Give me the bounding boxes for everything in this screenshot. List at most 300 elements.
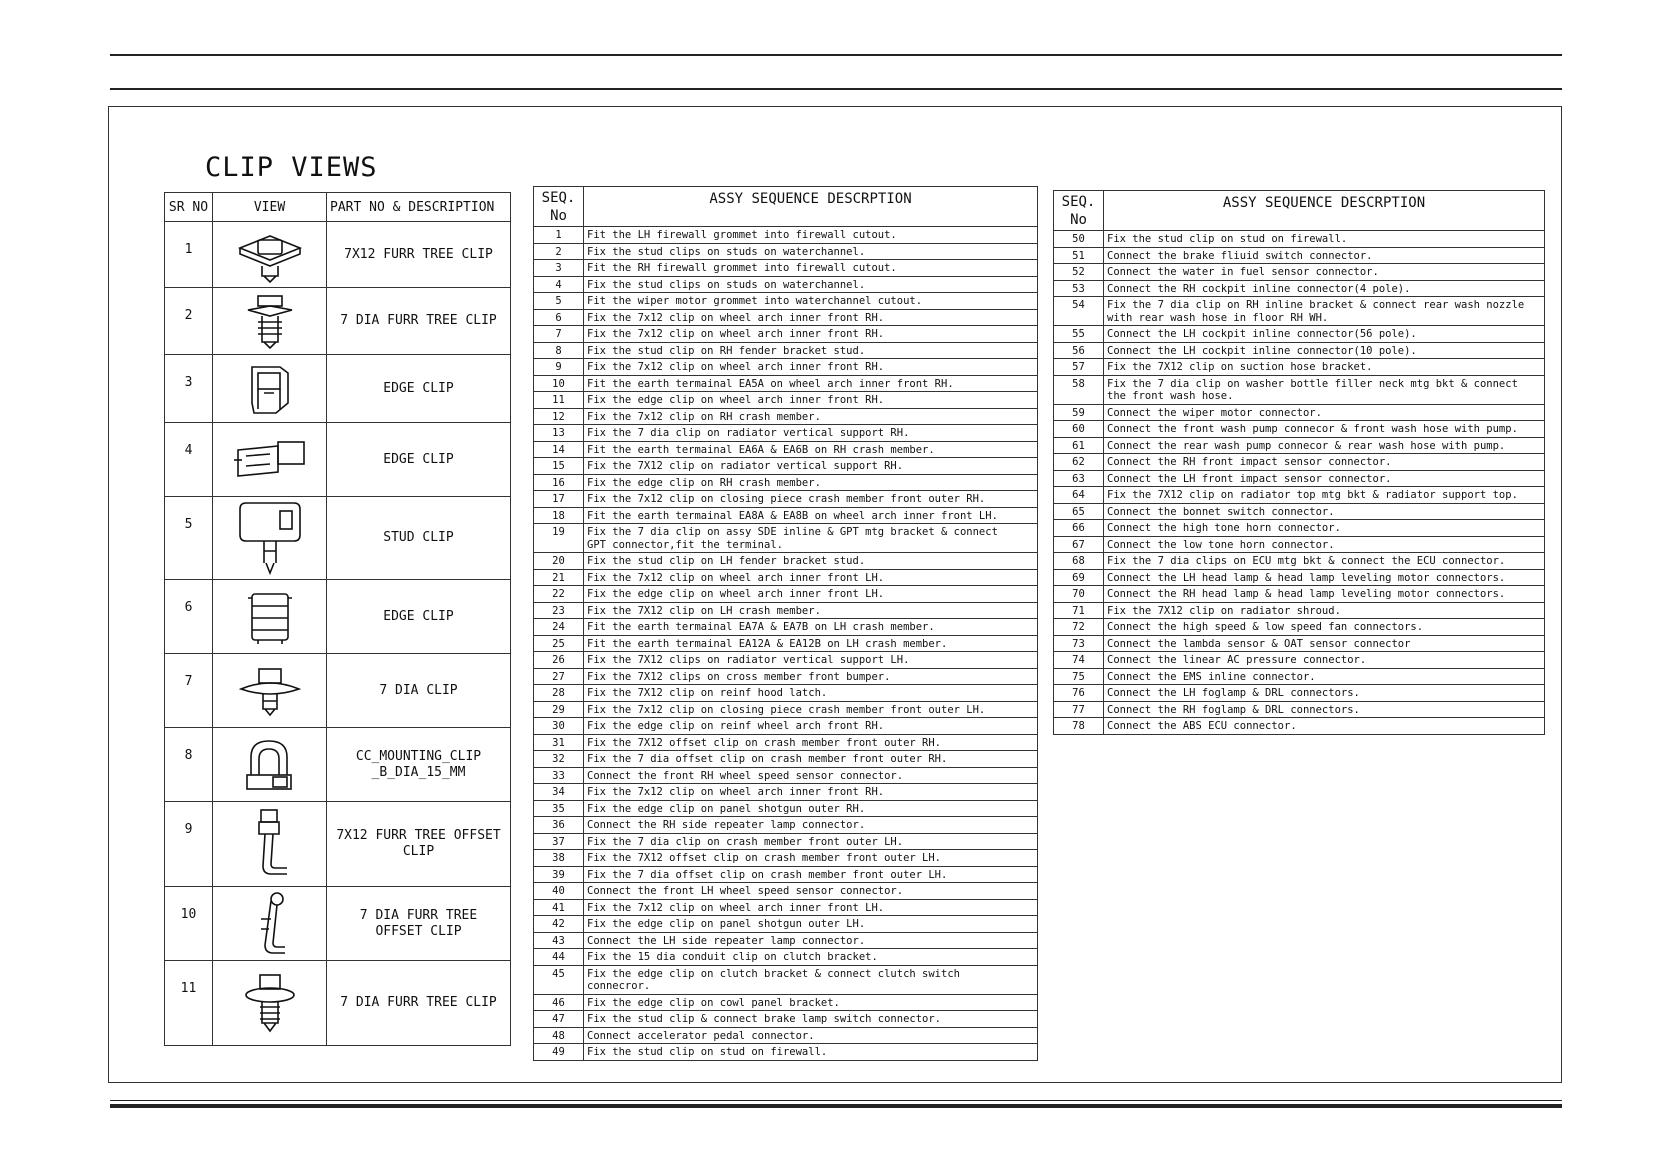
clip-view (213, 288, 327, 355)
header-part-description: PART NO & DESCRIPTION (327, 193, 511, 222)
sequence-number: 68 (1054, 553, 1104, 570)
sequence-row (1054, 685, 1545, 702)
sequence-row (534, 899, 1038, 916)
header-assy-description: ASSY SEQUENCE DESCRPTION (1104, 191, 1545, 231)
clip-description: 7 DIA CLIP (327, 654, 511, 728)
sequence-number: 61 (1054, 437, 1104, 454)
sequence-description: Connect the LH side repeater lamp connector. (584, 932, 1038, 949)
header-assy-description: ASSY SEQUENCE DESCRPTION (584, 187, 1038, 227)
sequence-number: 34 (534, 784, 584, 801)
sequence-number: 28 (534, 685, 584, 702)
sequence-description: Fix the edge clip on wheel arch inner front RH. (584, 392, 1038, 409)
sequence-row (1054, 375, 1545, 404)
clip-sr-no: 6 (165, 580, 213, 654)
sequence-description: Connect the bonnet switch connector. (1104, 503, 1545, 520)
sequence-row (534, 507, 1038, 524)
sequence-description: Connect the LH head lamp & head lamp leveling motor connectors. (1104, 569, 1545, 586)
sequence-description: Fix the 7 dia offset clip on crash member front outer RH. (584, 751, 1038, 768)
sequence-row (1054, 470, 1545, 487)
clip-sr-no: 9 (165, 802, 213, 887)
sequence-number: 11 (534, 392, 584, 409)
sequence-number: 18 (534, 507, 584, 524)
clip-sr-no: 10 (165, 887, 213, 961)
sequence-number: 66 (1054, 520, 1104, 537)
header-view: VIEW (213, 193, 327, 222)
sequence-description: Fix the edge clip on cowl panel bracket. (584, 994, 1038, 1011)
sequence-row (1054, 437, 1545, 454)
sequence-number: 58 (1054, 375, 1104, 404)
sequence-number: 41 (534, 899, 584, 916)
sequence-row (534, 932, 1038, 949)
sequence-row (534, 1011, 1038, 1028)
sequence-number: 48 (534, 1027, 584, 1044)
sequence-number: 46 (534, 994, 584, 1011)
sequence-description: Fit the RH firewall grommet into firewall cutout. (584, 260, 1038, 277)
sequence-number: 76 (1054, 685, 1104, 702)
sequence-description: Connect the RH side repeater lamp connector. (584, 817, 1038, 834)
clip-row (165, 887, 511, 961)
sequence-row (534, 342, 1038, 359)
sequence-description: Connect the front wash pump connecor & front wash hose with pump. (1104, 421, 1545, 438)
sequence-row (1054, 701, 1545, 718)
sequence-number: 49 (534, 1044, 584, 1061)
sequence-description: Fix the 7 dia clip on washer bottle filler neck mtg bkt & connect the front wash hose. (1104, 375, 1545, 404)
offset-clip-icon (245, 806, 295, 882)
sequence-description: Fit the wiper motor grommet into waterchannel cutout. (584, 293, 1038, 310)
sequence-description: Connect the RH cockpit inline connector(4 pole). (1104, 280, 1545, 297)
sequence-number: 12 (534, 408, 584, 425)
sequence-description: Fix the 7X12 clip on radiator vertical support RH. (584, 458, 1038, 475)
sequence-description: Fit the earth termainal EA5A on wheel arch inner front RH. (584, 375, 1038, 392)
sequence-description: Fix the edge clip on panel shotgun outer LH. (584, 916, 1038, 933)
clip-view (213, 222, 327, 288)
sequence-description: Fix the 15 dia conduit clip on clutch bracket. (584, 949, 1038, 966)
clip-sr-no: 2 (165, 288, 213, 355)
sequence-number: 19 (534, 524, 584, 553)
sequence-description: Connect the RH front impact sensor connector. (1104, 454, 1545, 471)
mounting-clip-icon (237, 735, 303, 795)
clip-description: STUD CLIP (327, 497, 511, 580)
sequence-row (534, 850, 1038, 867)
sequence-number: 74 (1054, 652, 1104, 669)
clip-row (165, 654, 511, 728)
clip-sr-no: 11 (165, 961, 213, 1046)
clip-view (213, 961, 327, 1046)
sequence-description: Fix the 7 dia clip on assy SDE inline & GPT mtg bracket & connect GPT connector,fit the terminal. (584, 524, 1038, 553)
sequence-row (534, 458, 1038, 475)
sequence-row (534, 309, 1038, 326)
sequence-number: 63 (1054, 470, 1104, 487)
sequence-row (1054, 404, 1545, 421)
sequence-description: Fix the stud clip on RH fender bracket stud. (584, 342, 1038, 359)
sequence-number: 55 (1054, 326, 1104, 343)
sequence-number: 71 (1054, 602, 1104, 619)
sequence-number: 25 (534, 635, 584, 652)
sequence-number: 35 (534, 800, 584, 817)
sequence-description: Fix the 7X12 clip on LH crash member. (584, 602, 1038, 619)
clip-row (165, 961, 511, 1046)
sequence-row (534, 833, 1038, 850)
sequence-row (1054, 553, 1545, 570)
sequence-row (534, 1027, 1038, 1044)
page-title: CLIP VIEWS (205, 152, 378, 183)
edge-clip-side-icon (228, 432, 312, 488)
sequence-description: Fit the earth termainal EA7A & EA7B on LH crash member. (584, 619, 1038, 636)
clip-row (165, 802, 511, 887)
sequence-description: Fix the 7x12 clip on wheel arch inner front RH. (584, 359, 1038, 376)
clip-row (165, 497, 511, 580)
sequence-description: Fix the edge clip on wheel arch inner front LH. (584, 586, 1038, 603)
sequence-description: Fix the 7x12 clip on wheel arch inner front RH. (584, 326, 1038, 343)
sequence-description: Fix the 7x12 clip on wheel arch inner front RH. (584, 784, 1038, 801)
sequence-number: 40 (534, 883, 584, 900)
sequence-description: Fix the 7X12 offset clip on crash member front outer RH. (584, 734, 1038, 751)
sequence-description: Fix the stud clip on stud on firewall. (1104, 231, 1545, 248)
sequence-number: 57 (1054, 359, 1104, 376)
sequence-description: Fix the edge clip on panel shotgun outer RH. (584, 800, 1038, 817)
sequence-description: Fix the stud clips on studs on waterchannel. (584, 243, 1038, 260)
sequence-number: 77 (1054, 701, 1104, 718)
sequence-row (1054, 421, 1545, 438)
clip-sr-no: 8 (165, 728, 213, 802)
sequence-description: Fix the 7 dia clips on ECU mtg bkt & connect the ECU connector. (1104, 553, 1545, 570)
sequence-number: 8 (534, 342, 584, 359)
clip-row (165, 728, 511, 802)
sequence-description: Fix the 7x12 clip on wheel arch inner front LH. (584, 899, 1038, 916)
clip-description: CC_MOUNTING_CLIP _B_DIA_15_MM (327, 728, 511, 802)
sequence-row (1054, 454, 1545, 471)
sequence-number: 5 (534, 293, 584, 310)
clip-row (165, 288, 511, 355)
sequence-description: Fix the 7 dia clip on RH inline bracket & connect rear wash nozzle with rear wash hose in floor RH WH. (1104, 297, 1545, 326)
sequence-description: Fix the 7x12 clip on wheel arch inner front RH. (584, 309, 1038, 326)
sequence-number: 53 (1054, 280, 1104, 297)
sequence-description: Fix the stud clip & connect brake lamp switch connector. (584, 1011, 1038, 1028)
sequence-description: Fix the 7x12 clip on closing piece crash member front outer RH. (584, 491, 1038, 508)
sequence-number: 14 (534, 441, 584, 458)
sequence-number: 26 (534, 652, 584, 669)
clip-description: EDGE CLIP (327, 423, 511, 497)
sequence-row (534, 276, 1038, 293)
sequence-row (1054, 652, 1545, 669)
sequence-row (534, 392, 1038, 409)
sequence-description: Connect the RH head lamp & head lamp leveling motor connectors. (1104, 586, 1545, 603)
sequence-description: Fit the LH firewall grommet into firewall cutout. (584, 227, 1038, 244)
sequence-number: 70 (1054, 586, 1104, 603)
sequence-row (534, 227, 1038, 244)
sequence-description: Connect the wiper motor connector. (1104, 404, 1545, 421)
sequence-row (534, 491, 1038, 508)
sequence-description: Fix the 7 dia clip on crash member front outer LH. (584, 833, 1038, 850)
sequence-row (1054, 602, 1545, 619)
sequence-number: 36 (534, 817, 584, 834)
sequence-description: Fix the stud clip on stud on firewall. (584, 1044, 1038, 1061)
clip-view (213, 802, 327, 887)
sequence-row (534, 375, 1038, 392)
sequence-row (534, 553, 1038, 570)
sequence-description: Fix the 7x12 clip on wheel arch inner front LH. (584, 569, 1038, 586)
sequence-description: Fix the 7X12 clips on cross member front bumper. (584, 668, 1038, 685)
sequence-number: 3 (534, 260, 584, 277)
clip-description: 7 DIA FURR TREE OFFSET CLIP (327, 887, 511, 961)
clip-sr-no: 1 (165, 222, 213, 288)
sequence-row (1054, 231, 1545, 248)
footer-rule-thin (110, 1100, 1562, 1101)
sequence-number: 44 (534, 949, 584, 966)
sequence-description: Fix the 7 dia clip on radiator vertical support RH. (584, 425, 1038, 442)
clip-sr-no: 3 (165, 355, 213, 423)
sequence-number: 43 (534, 932, 584, 949)
sequence-row (534, 718, 1038, 735)
sequence-number: 75 (1054, 668, 1104, 685)
sequence-row (1054, 359, 1545, 376)
furr-tree-clip-icon (230, 226, 310, 284)
stud-clip-icon (232, 499, 308, 577)
sequence-number: 21 (534, 569, 584, 586)
sequence-number: 9 (534, 359, 584, 376)
clip-view (213, 728, 327, 802)
sequence-number: 6 (534, 309, 584, 326)
clip-view (213, 887, 327, 961)
sequence-description: Fix the 7x12 clip on closing piece crash member front outer LH. (584, 701, 1038, 718)
sequence-number: 78 (1054, 718, 1104, 735)
clip-description: 7 DIA FURR TREE CLIP (327, 961, 511, 1046)
sequence-row (1054, 536, 1545, 553)
sequence-number: 54 (1054, 297, 1104, 326)
clip-row (165, 423, 511, 497)
footer-rule-thick (110, 1104, 1562, 1108)
sequence-number: 67 (1054, 536, 1104, 553)
clip-row (165, 580, 511, 654)
sequence-row (1054, 569, 1545, 586)
sequence-description: Fix the 7X12 clip on suction hose bracket. (1104, 359, 1545, 376)
sequence-row (534, 965, 1038, 994)
sequence-number: 38 (534, 850, 584, 867)
seq-table-header (534, 187, 1038, 227)
sequence-row (534, 916, 1038, 933)
sequence-row (1054, 586, 1545, 603)
sequence-description: Connect the brake fliuid switch connector. (1104, 247, 1545, 264)
sequence-row (1054, 297, 1545, 326)
sequence-row (1054, 342, 1545, 359)
sequence-row (1054, 264, 1545, 281)
sequence-number: 22 (534, 586, 584, 603)
sequence-row (1054, 326, 1545, 343)
sequence-number: 13 (534, 425, 584, 442)
sequence-row (534, 293, 1038, 310)
clip-view (213, 423, 327, 497)
sequence-row (1054, 718, 1545, 735)
sequence-row (1054, 280, 1545, 297)
sequence-description: Fix the 7 dia offset clip on crash member front outer LH. (584, 866, 1038, 883)
sequence-number: 39 (534, 866, 584, 883)
sequence-row (534, 883, 1038, 900)
seq-table-body (1054, 231, 1545, 735)
sequence-description: Connect the water in fuel sensor connector. (1104, 264, 1545, 281)
sequence-description: Fix the 7X12 clip on radiator top mtg bkt & radiator support top. (1104, 487, 1545, 504)
header-rule (110, 88, 1562, 90)
sequence-number: 24 (534, 619, 584, 636)
sequence-number: 27 (534, 668, 584, 685)
sequence-description: Connect the LH foglamp & DRL connectors. (1104, 685, 1545, 702)
sequence-row (534, 817, 1038, 834)
sequence-description: Connect the rear wash pump connecor & rear wash hose with pump. (1104, 437, 1545, 454)
sequence-number: 72 (1054, 619, 1104, 636)
sequence-description: Connect accelerator pedal connector. (584, 1027, 1038, 1044)
sequence-description: Connect the front LH wheel speed sensor connector. (584, 883, 1038, 900)
edge-clip-box-icon (242, 588, 298, 646)
sequence-number: 2 (534, 243, 584, 260)
sequence-row (534, 260, 1038, 277)
clip-view (213, 580, 327, 654)
sequence-number: 15 (534, 458, 584, 475)
sequence-number: 17 (534, 491, 584, 508)
sequence-number: 62 (1054, 454, 1104, 471)
sequence-number: 42 (534, 916, 584, 933)
header-seq-no: SEQ. No (534, 187, 584, 227)
sequence-row (534, 1044, 1038, 1061)
dia-furr-tree-clip-icon (240, 292, 300, 350)
sequence-description: Fix the edge clip on reinf wheel arch front RH. (584, 718, 1038, 735)
sequence-description: Connect the LH cockpit inline connector(56 pole). (1104, 326, 1545, 343)
sequence-number: 1 (534, 227, 584, 244)
sequence-number: 16 (534, 474, 584, 491)
clip-views-table (164, 192, 511, 1046)
sequence-description: Fit the earth termainal EA6A & EA6B on RH crash member. (584, 441, 1038, 458)
sequence-row (1054, 247, 1545, 264)
clip-view (213, 497, 327, 580)
sequence-row (1054, 668, 1545, 685)
sequence-number: 29 (534, 701, 584, 718)
sequence-row (534, 326, 1038, 343)
sequence-row (534, 949, 1038, 966)
sequence-row (534, 569, 1038, 586)
sequence-row (534, 994, 1038, 1011)
sequence-description: Connect the LH cockpit inline connector(10 pole). (1104, 342, 1545, 359)
sequence-number: 47 (534, 1011, 584, 1028)
sequence-number: 59 (1054, 404, 1104, 421)
sequence-number: 73 (1054, 635, 1104, 652)
sequence-row (534, 619, 1038, 636)
sequence-number: 4 (534, 276, 584, 293)
sequence-row (534, 635, 1038, 652)
sequence-number: 65 (1054, 503, 1104, 520)
sequence-row (1054, 503, 1545, 520)
clip-row (165, 222, 511, 288)
sequence-row (534, 701, 1038, 718)
header-seq-no: SEQ. No (1054, 191, 1104, 231)
sequence-number: 56 (1054, 342, 1104, 359)
sequence-row (534, 474, 1038, 491)
sequence-row (534, 408, 1038, 425)
sequence-description: Fix the edge clip on clutch bracket & connect clutch switch connecror. (584, 965, 1038, 994)
seq-table-header (1054, 191, 1545, 231)
sequence-row (534, 800, 1038, 817)
sequence-row (534, 734, 1038, 751)
sequence-row (534, 668, 1038, 685)
sequence-description: Fix the stud clips on studs on waterchannel. (584, 276, 1038, 293)
sequence-row (534, 359, 1038, 376)
clip-description: 7X12 FURR TREE OFFSET CLIP (327, 802, 511, 887)
sequence-description: Fix the 7x12 clip on RH crash member. (584, 408, 1038, 425)
sequence-number: 60 (1054, 421, 1104, 438)
sequence-description: Connect the front RH wheel speed sensor connector. (584, 767, 1038, 784)
sequence-row (534, 425, 1038, 442)
clip-view (213, 355, 327, 423)
assembly-sequence-table-1 (533, 186, 1038, 1061)
sequence-description: Connect the ABS ECU connector. (1104, 718, 1545, 735)
edge-clip-icon (240, 359, 300, 419)
sequence-description: Fix the stud clip on LH fender bracket stud. (584, 553, 1038, 570)
sequence-row (1054, 635, 1545, 652)
dia-offset-clip-icon (245, 889, 295, 959)
sequence-description: Fix the edge clip on RH crash member. (584, 474, 1038, 491)
sequence-description: Connect the EMS inline connector. (1104, 668, 1545, 685)
sequence-description: Fix the 7X12 clip on radiator shroud. (1104, 602, 1545, 619)
clip-description: 7X12 FURR TREE CLIP (327, 222, 511, 288)
seq-table-body (534, 227, 1038, 1061)
sequence-number: 20 (534, 553, 584, 570)
sequence-row (534, 685, 1038, 702)
sequence-number: 37 (534, 833, 584, 850)
sequence-description: Fit the earth termainal EA8A & EA8B on wheel arch inner front LH. (584, 507, 1038, 524)
clip-description: 7 DIA FURR TREE CLIP (327, 288, 511, 355)
header-sr-no: SR NO (165, 193, 213, 222)
sequence-description: Connect the RH foglamp & DRL connectors. (1104, 701, 1545, 718)
sequence-row (1054, 520, 1545, 537)
clip-view (213, 654, 327, 728)
sequence-description: Connect the LH front impact sensor connector. (1104, 470, 1545, 487)
sequence-number: 10 (534, 375, 584, 392)
sequence-row (534, 751, 1038, 768)
sequence-description: Connect the lambda sensor & OAT sensor connector (1104, 635, 1545, 652)
sequence-number: 31 (534, 734, 584, 751)
sequence-number: 45 (534, 965, 584, 994)
sequence-number: 30 (534, 718, 584, 735)
sequence-number: 51 (1054, 247, 1104, 264)
furr-tree-clip-round-icon (240, 971, 300, 1035)
sequence-number: 52 (1054, 264, 1104, 281)
clip-table-header (165, 193, 511, 222)
assembly-sequence-table-2 (1053, 190, 1545, 735)
sequence-description: Fix the 7X12 clip on reinf hood latch. (584, 685, 1038, 702)
sequence-description: Connect the high speed & low speed fan connectors. (1104, 619, 1545, 636)
sequence-row (534, 524, 1038, 553)
sequence-row (534, 767, 1038, 784)
dia-clip-icon (235, 663, 305, 719)
sequence-row (534, 586, 1038, 603)
clip-sr-no: 4 (165, 423, 213, 497)
sequence-row (534, 866, 1038, 883)
sequence-description: Fix the 7X12 clips on radiator vertical support LH. (584, 652, 1038, 669)
sequence-row (534, 243, 1038, 260)
sequence-description: Connect the high tone horn connector. (1104, 520, 1545, 537)
sequence-number: 32 (534, 751, 584, 768)
clip-sr-no: 7 (165, 654, 213, 728)
sequence-row (1054, 619, 1545, 636)
clip-sr-no: 5 (165, 497, 213, 580)
sequence-number: 64 (1054, 487, 1104, 504)
sequence-row (534, 784, 1038, 801)
sequence-description: Connect the linear AC pressure connector. (1104, 652, 1545, 669)
sequence-description: Connect the low tone horn connector. (1104, 536, 1545, 553)
sequence-row (1054, 487, 1545, 504)
sequence-description: Fit the earth termainal EA12A & EA12B on LH crash member. (584, 635, 1038, 652)
sequence-row (534, 441, 1038, 458)
clip-description: EDGE CLIP (327, 580, 511, 654)
clip-description: EDGE CLIP (327, 355, 511, 423)
sequence-number: 69 (1054, 569, 1104, 586)
